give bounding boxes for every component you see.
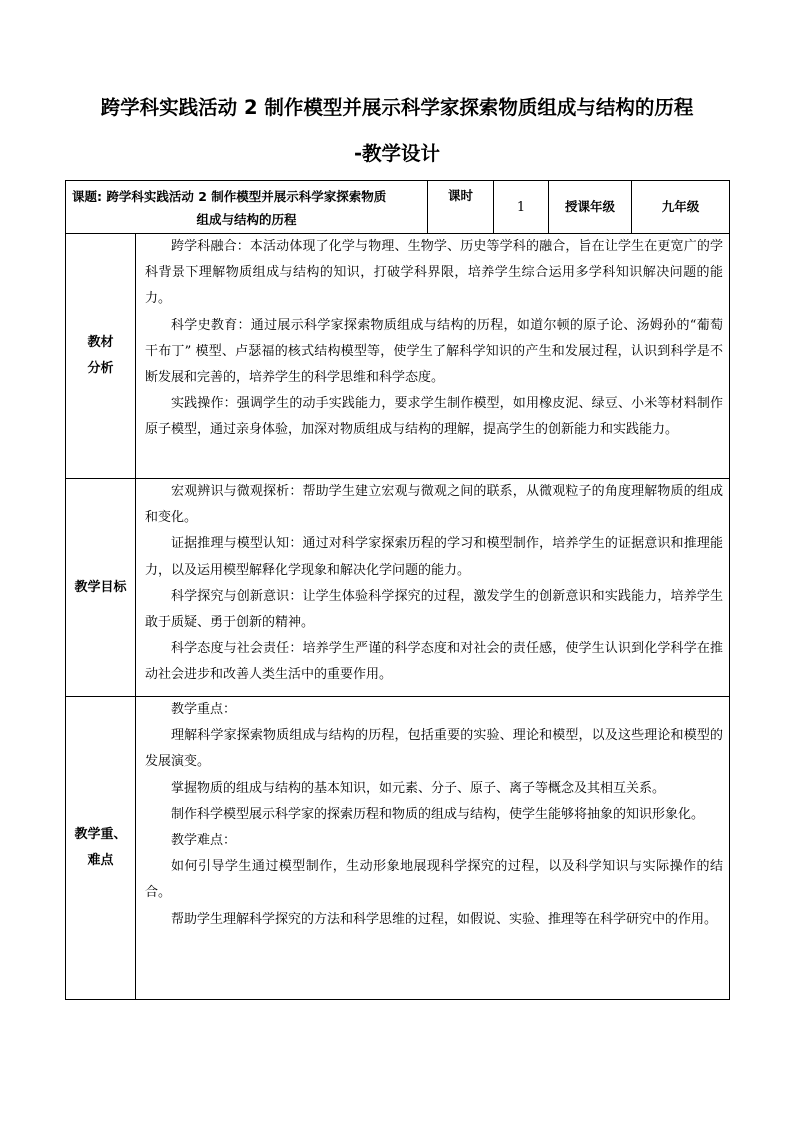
content-paragraph: 科学史教育：通过展示科学家探索物质组成与结构的历程，如道尔顿的原子论、汤姆孙的“葡萄干布丁” 模型、卢瑟福的核式结构模型等，使学生了解科学知识的产生和发展过程，认识到科学是不断发展和完善的，培养学生的科学思维和科学态度。: [145, 317, 724, 386]
period-value: 1: [494, 181, 549, 234]
content-paragraph: 科学态度与社会责任：培养学生严谨的科学态度和对社会的责任感，使学生认识到化学科学在推动社会进步和改善人类生活中的重要作用。: [145, 641, 724, 683]
lesson-topic-cell: [66, 181, 428, 234]
document-title-line-1: 跨学科实践活动 2 制作模型并展示科学家探索物质组成与结构的历程: [100, 96, 694, 119]
period-label: 课时: [428, 181, 494, 234]
content-paragraph: 跨学科融合：本活动体现了化学与物理、生物学、历史等学科的融合，旨在让学生在更宽广的学科背景下理解物质组成与结构的知识，打破学科界限，培养学生综合运用多学科知识解决问题的能力。: [145, 239, 724, 307]
content-paragraph: 制作科学模型展示科学家的探索历程和物质的组成与结构，使学生能够将抽象的知识形象化。: [171, 806, 705, 822]
lesson-topic-line-2: 组成与结构的历程: [196, 211, 297, 227]
section-label-textbook-analysis: [66, 234, 136, 479]
content-paragraph: 证据推理与模型认知：通过对科学家探索历程的学习和模型制作，培养学生的证据意识和推理能力，以及运用模型解释化学现象和解决化学问题的能力。: [145, 536, 724, 578]
content-paragraph: 教学重点：: [171, 702, 237, 717]
content-paragraph: 掌握物质的组成与结构的基本知识，如元素、分子、原子、离子等概念及其相互关系。: [171, 780, 666, 796]
lesson-topic-line-1: 课题: 跨学科实践活动 2 制作模型并展示科学家探索物质: [72, 188, 387, 204]
content-paragraph: 宏观辨识与微观探析：帮助学生建立宏观与微观之间的联系，从微观粒子的角度理解物质的组成和变化。: [145, 484, 724, 526]
section-label-line: 教材: [87, 335, 114, 350]
section-label-line: 教学重、: [74, 827, 127, 842]
content-paragraph: 帮助学生理解科学探究的方法和科学思维的过程，如假说、实验、推理等在科学研究中的作用。: [171, 911, 718, 927]
grade-value: 九年级: [632, 181, 730, 234]
section-label-line: 分析: [87, 361, 114, 376]
section-label-teaching-goals: [66, 479, 136, 697]
section-content-key-points: [136, 697, 730, 1000]
section-row-teaching-goals: [66, 479, 730, 697]
content-paragraph: 理解科学家探索物质组成与结构的历程，包括重要的实验、理论和模型，以及这些理论和模型的发展演变。: [145, 728, 724, 770]
content-paragraph: 教学难点：: [171, 833, 237, 849]
section-row-key-points: [66, 697, 730, 1000]
content-paragraph: 如何引导学生通过模型制作，生动形象地展现科学探究的过程，以及科学知识与实际操作的结合。: [145, 859, 724, 901]
section-content-textbook-analysis: [136, 234, 730, 479]
document-title-line-2: -教学设计: [353, 142, 441, 165]
section-label-line: 难点: [87, 853, 114, 868]
section-row-textbook-analysis: [66, 234, 730, 479]
content-paragraph: 实践操作：强调学生的动手实践能力，要求学生制作模型，如用橡皮泥、绿豆、小米等材料制作原子模型，通过亲身体验，加深对物质组成与结构的理解，提高学生的创新能力和实践能力。: [145, 396, 724, 438]
section-label-key-points: [66, 697, 136, 1000]
header-row: [66, 181, 730, 234]
section-label-line: 教学目标: [74, 579, 127, 595]
content-paragraph: 科学探究与创新意识：让学生体验科学探究的过程，激发学生的创新意识和实践能力，培养学生敢于质疑、勇于创新的精神。: [145, 588, 724, 631]
grade-label: 授课年级: [549, 181, 632, 234]
lesson-plan-table: [65, 180, 730, 1000]
section-content-teaching-goals: [136, 479, 730, 697]
